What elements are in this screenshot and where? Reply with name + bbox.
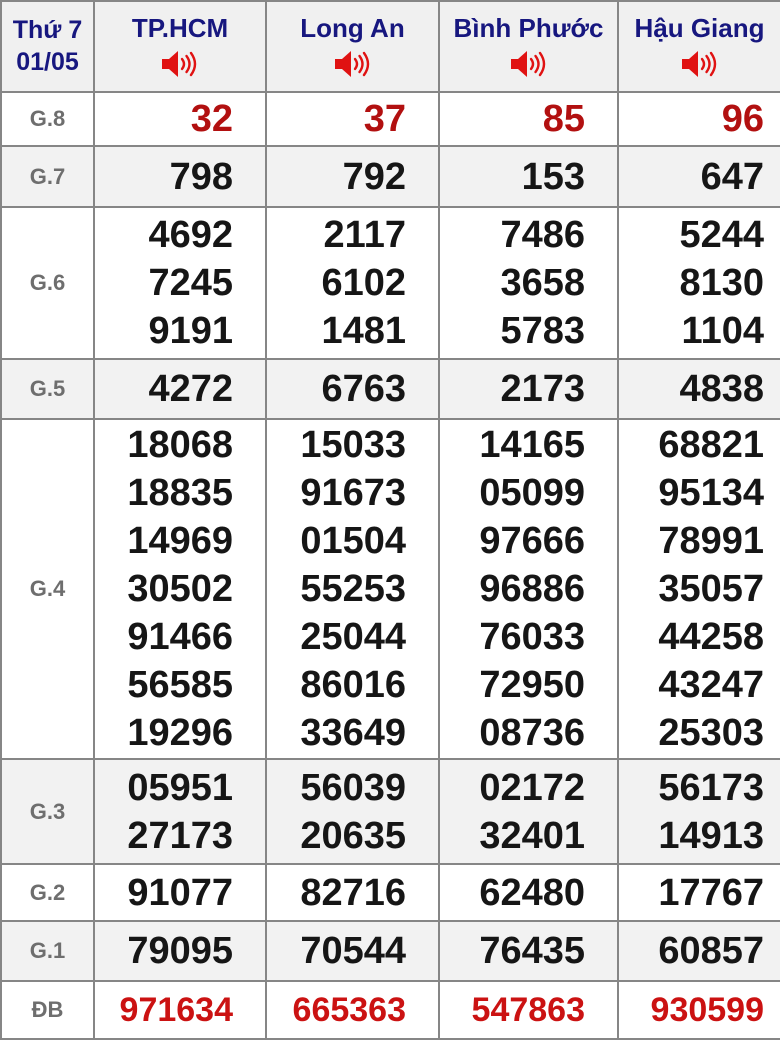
prize-cell-g-8-tp-hcm (94, 92, 266, 146)
prize-cell-g-8-binh-phuoc (439, 92, 618, 146)
prize-label-g-4: G.4 (1, 419, 94, 759)
prize-cell-g-3-long-an (266, 759, 439, 864)
speaker-icon[interactable] (95, 49, 265, 79)
prize-row-g-6 (1, 207, 780, 359)
prize-number: 82716 (300, 871, 406, 914)
province-header-tp-hcm (94, 1, 266, 92)
prize-cell-g-1-long-an (266, 921, 439, 981)
prize-cell-g-7-tp-hcm (94, 146, 266, 207)
prize-cell-db-binh-phuoc (439, 981, 618, 1039)
prize-number: 4838 (679, 368, 764, 410)
prize-number: 79095 (127, 930, 233, 972)
prize-number: 8130 (679, 262, 764, 304)
prize-cell-g-7-binh-phuoc (439, 146, 618, 207)
prize-number: 2117 (323, 214, 406, 256)
prize-number: 6102 (321, 262, 406, 304)
prize-number: 70544 (300, 930, 406, 972)
prize-number: 4272 (148, 368, 233, 410)
prize-number: 5783 (500, 310, 585, 352)
province-header-long-an (266, 1, 439, 92)
prize-cell-g-4-tp-hcm (94, 419, 266, 759)
prize-cell-g-1-binh-phuoc (439, 921, 618, 981)
prize-row-g-2 (1, 864, 780, 921)
prize-number: 56039 (300, 766, 406, 809)
prize-number: 153 (521, 155, 585, 198)
province-name-link[interactable]: Hậu Giang (634, 13, 765, 44)
prize-number: 4692 (148, 214, 233, 256)
prize-number: 76435 (479, 930, 585, 972)
prize-number: 3658 (500, 262, 585, 304)
prize-number: 76033 (479, 616, 585, 658)
speaker-icon[interactable] (619, 49, 780, 79)
province-header-hau-giang (618, 1, 780, 92)
prize-number: 05951 (127, 766, 233, 809)
prize-cell-db-hau-giang (618, 981, 780, 1039)
prize-cell-g-2-binh-phuoc (439, 864, 618, 921)
prize-label-g-1: G.1 (1, 921, 94, 981)
prize-label-g-6: G.6 (1, 207, 94, 359)
prize-number: 91673 (300, 472, 406, 514)
prize-number: 56173 (658, 766, 764, 809)
prize-row-db (1, 981, 780, 1039)
draw-date-cell (1, 1, 94, 92)
prize-label-g-2: G.2 (1, 864, 94, 921)
prize-cell-g-6-tp-hcm (94, 207, 266, 359)
prize-number: 62480 (479, 871, 585, 914)
prize-number: 44258 (658, 616, 764, 658)
prize-number: 01504 (300, 520, 406, 562)
prize-number: 96 (721, 98, 764, 140)
prize-number: 97666 (479, 520, 585, 562)
prize-row-g-8 (1, 92, 780, 146)
prize-number: 72950 (479, 664, 585, 706)
prize-number: 91466 (127, 616, 233, 658)
prize-row-g-3 (1, 759, 780, 864)
prize-cell-g-5-hau-giang (618, 359, 780, 419)
prize-row-g-4 (1, 419, 780, 759)
prize-cell-db-tp-hcm (94, 981, 266, 1039)
prize-number: 56585 (127, 664, 233, 706)
prize-number: 27173 (127, 814, 233, 857)
prize-cell-db-long-an (266, 981, 439, 1039)
prize-row-g-5 (1, 359, 780, 419)
prize-cell-g-3-tp-hcm (94, 759, 266, 864)
prize-number: 91077 (127, 871, 233, 914)
prize-number: 647 (700, 155, 764, 198)
prize-number: 930599 (650, 991, 764, 1029)
prize-number: 7486 (500, 214, 585, 256)
prize-number: 25044 (300, 616, 406, 658)
prize-label-db: ĐB (1, 981, 94, 1039)
prize-number: 14913 (658, 814, 764, 857)
prize-cell-g-2-tp-hcm (94, 864, 266, 921)
prize-cell-g-6-binh-phuoc (439, 207, 618, 359)
prize-cell-g-1-tp-hcm (94, 921, 266, 981)
province-header-binh-phuoc (439, 1, 618, 92)
prize-number: 02172 (479, 766, 585, 809)
province-name-link[interactable]: TP.HCM (131, 13, 229, 44)
prize-number: 85 (542, 98, 585, 140)
prize-number: 798 (169, 155, 233, 198)
prize-cell-g-7-hau-giang (618, 146, 780, 207)
prize-label-g-7: G.7 (1, 146, 94, 207)
prize-cell-g-5-tp-hcm (94, 359, 266, 419)
prize-number: 43247 (658, 664, 764, 706)
prize-row-g-7 (1, 146, 780, 207)
speaker-icon[interactable] (440, 49, 617, 79)
prize-cell-g-5-binh-phuoc (439, 359, 618, 419)
prize-number: 37 (363, 98, 406, 140)
header-row (1, 1, 780, 92)
prize-number: 20635 (300, 814, 406, 857)
prize-row-g-1 (1, 921, 780, 981)
prize-cell-g-3-hau-giang (618, 759, 780, 864)
prize-cell-g-8-hau-giang (618, 92, 780, 146)
prize-number: 19296 (127, 712, 233, 754)
prize-number: 96886 (479, 568, 585, 610)
prize-number: 08736 (479, 712, 585, 754)
prize-number: 17767 (658, 871, 764, 914)
prize-number: 1481 (321, 310, 406, 352)
speaker-icon[interactable] (267, 49, 438, 79)
prize-number: 32401 (479, 814, 585, 857)
prize-cell-g-1-hau-giang (618, 921, 780, 981)
prize-number: 2173 (500, 368, 585, 410)
prize-number: 30502 (127, 568, 233, 610)
prize-cell-g-5-long-an (266, 359, 439, 419)
prize-number: 33649 (300, 712, 406, 754)
prize-cell-g-4-hau-giang (618, 419, 780, 759)
prize-number: 1104 (681, 310, 764, 352)
prize-number: 971634 (119, 991, 233, 1029)
prize-number: 9191 (148, 310, 233, 352)
prize-cell-g-4-binh-phuoc (439, 419, 618, 759)
prize-number: 18835 (127, 472, 233, 514)
prize-cell-g-6-hau-giang (618, 207, 780, 359)
prize-number: 14969 (127, 520, 233, 562)
prize-number: 05099 (479, 472, 585, 514)
prize-number: 95134 (658, 472, 764, 514)
prize-label-g-5: G.5 (1, 359, 94, 419)
prize-cell-g-7-long-an (266, 146, 439, 207)
prize-number: 14165 (479, 424, 585, 466)
prize-cell-g-6-long-an (266, 207, 439, 359)
prize-number: 7245 (148, 262, 233, 304)
prize-number: 78991 (658, 520, 764, 562)
prize-number: 665363 (292, 991, 406, 1029)
prize-cell-g-4-long-an (266, 419, 439, 759)
prize-label-g-3: G.3 (1, 759, 94, 864)
prize-number: 35057 (658, 568, 764, 610)
prize-label-g-8: G.8 (1, 92, 94, 146)
prize-number: 25303 (658, 712, 764, 754)
prize-number: 547863 (471, 991, 585, 1029)
prize-number: 15033 (300, 424, 406, 466)
prize-number: 5244 (679, 214, 764, 256)
prize-number: 32 (190, 98, 233, 140)
prize-cell-g-2-hau-giang (618, 864, 780, 921)
prize-number: 6763 (321, 368, 406, 410)
draw-day: Thứ 7 (12, 16, 83, 45)
prize-number: 86016 (300, 664, 406, 706)
prize-number: 792 (342, 155, 406, 198)
draw-date: 01/05 (16, 47, 79, 76)
prize-number: 68821 (658, 424, 764, 466)
province-name-link[interactable]: Bình Phước (453, 13, 604, 44)
prize-number: 60857 (658, 930, 764, 972)
prize-cell-g-8-long-an (266, 92, 439, 146)
prize-number: 55253 (300, 568, 406, 610)
prize-cell-g-3-binh-phuoc (439, 759, 618, 864)
prize-cell-g-2-long-an (266, 864, 439, 921)
province-name-link[interactable]: Long An (300, 13, 405, 44)
prize-number: 18068 (127, 424, 233, 466)
